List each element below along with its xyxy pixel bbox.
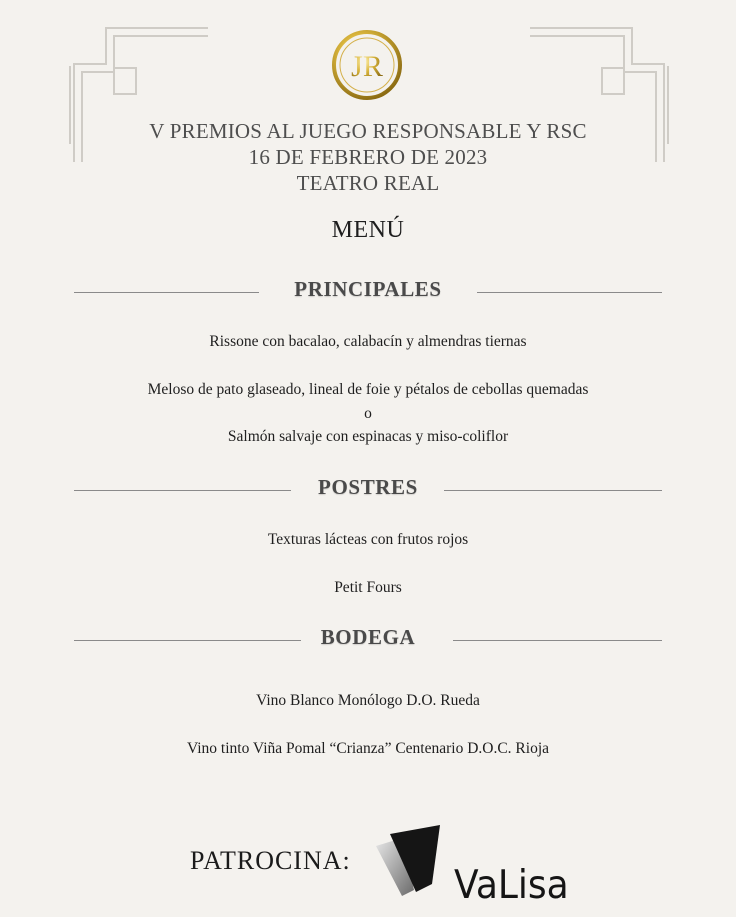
event-name: V PREMIOS AL JUEGO RESPONSABLE Y RSC	[149, 119, 587, 143]
wine-item: Vino tinto Viña Pomal “Crianza” Centenario D.O.C. Rioja	[186, 740, 550, 757]
section-principales	[0, 277, 736, 307]
menu-title: MENÚ	[331, 217, 405, 243]
event-date: 16 DE FEBRERO DE 2023	[248, 145, 488, 169]
divider-right	[453, 640, 662, 641]
divider-right	[444, 490, 662, 491]
event-title	[0, 118, 736, 196]
event-venue: TEATRO REAL	[296, 171, 440, 195]
section-heading: PRINCIPALES	[294, 277, 442, 301]
logo-initials: JR	[351, 50, 383, 83]
dessert-item: Texturas lácteas con frutos rojos	[267, 531, 469, 548]
divider-right	[477, 292, 662, 293]
dish-item: Meloso de pato glaseado, lineal de foie y pétalos de cebollas quemadas	[147, 381, 589, 398]
section-heading: BODEGA	[320, 625, 416, 649]
jr-logo	[331, 29, 403, 101]
section-heading: POSTRES	[318, 475, 418, 499]
section-bodega	[0, 625, 736, 655]
wine-item: Vino Blanco Monólogo D.O. Rueda	[256, 692, 480, 709]
valisa-logo	[372, 822, 569, 908]
valisa-wordmark: VaLisa	[454, 861, 569, 908]
dish-separator: o	[364, 405, 372, 422]
section-postres	[0, 475, 736, 505]
sponsor-label: PATROCINA:	[190, 846, 351, 875]
dish-item: Salmón salvaje con espinacas y miso-coliflor	[227, 428, 509, 445]
dessert-item: Petit Fours	[334, 579, 402, 596]
dish-item: Rissone con bacalao, calabacín y almendras tiernas	[209, 333, 527, 350]
